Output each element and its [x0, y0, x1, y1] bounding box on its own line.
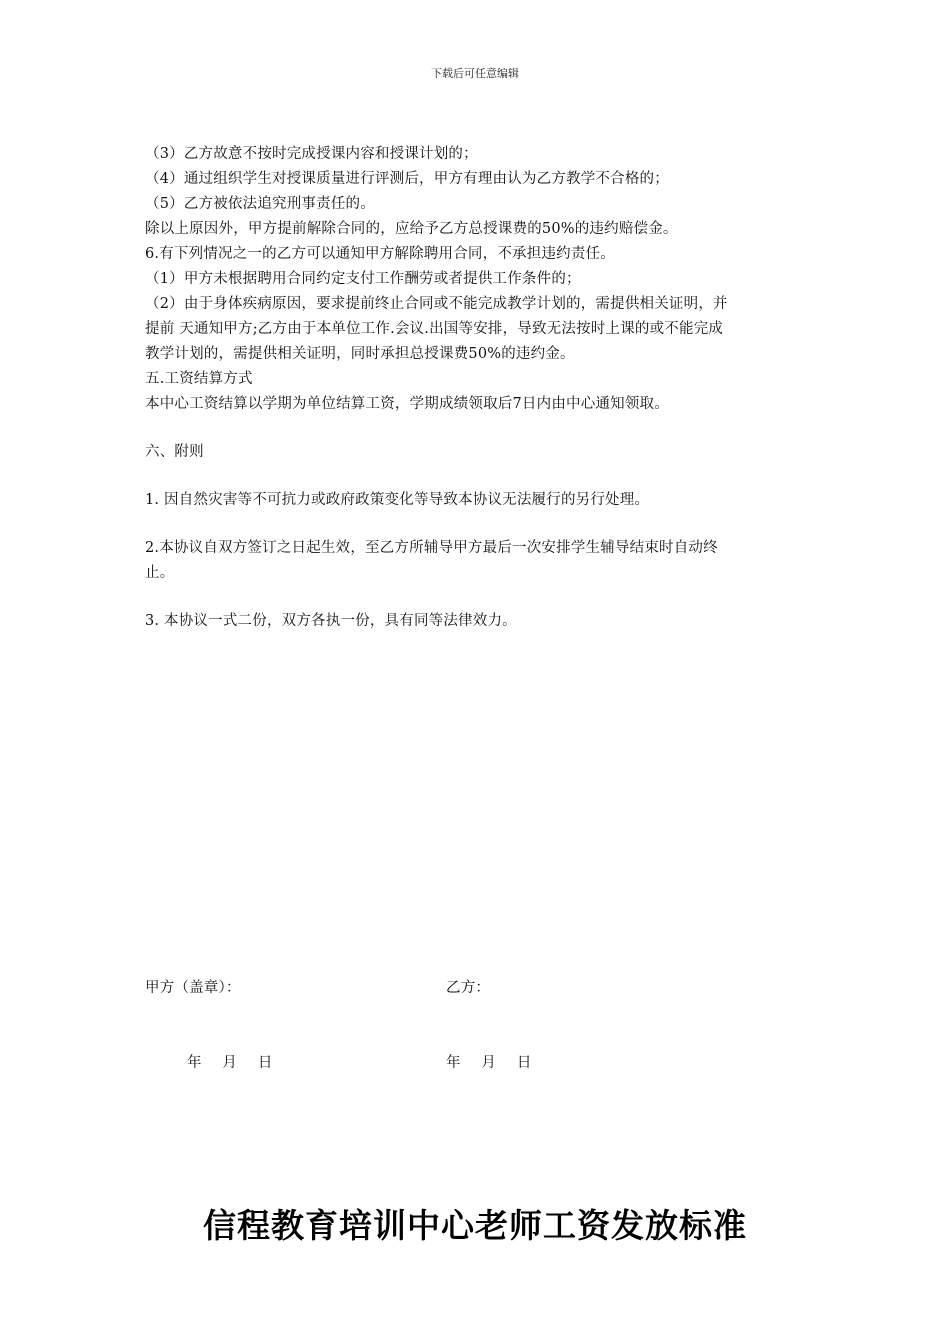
- party-b-signature-label: 乙方：: [446, 980, 491, 996]
- clause-line: （2）由于身体疾病原因，要求提前终止合同或不能完成教学计划的，需提供相关证明，并: [145, 296, 728, 312]
- clause-line: （4）通过组织学生对授课质量进行评测后，甲方有理由认为乙方教学不合格的；: [145, 171, 669, 187]
- clause-line: （5）乙方被依法追究刑事责任的。: [145, 196, 375, 212]
- section-heading: 六、附则: [145, 444, 204, 460]
- clause-line: 2.本协议自双方签订之日起生效，至乙方所辅导甲方最后一次安排学生辅导结束时自动终: [145, 540, 718, 556]
- clause-line: 本中心工资结算以学期为单位结算工资，学期成绩领取后7日内由中心通知领取。: [145, 396, 669, 412]
- blank-line: [145, 417, 810, 440]
- section-heading: 五.工资结算方式: [145, 371, 253, 387]
- party-a-signature-label: 甲方（盖章）：: [145, 980, 241, 996]
- blank-line: [145, 586, 810, 609]
- page-header-note: 下载后可任意编辑: [431, 67, 519, 80]
- clause-line: 止。: [145, 565, 175, 581]
- clause-line: 教学计划的，需提供相关证明，同时承担总授课费50%的违约金。: [145, 346, 575, 362]
- clause-line: （3）乙方故意不按时完成授课内容和授课计划的；: [145, 146, 478, 162]
- clause-line: 提前 天通知甲方;乙方由于本单位工作.会议.出国等安排，导致无法按时上课的或不能完成: [145, 321, 724, 337]
- clause-line: 3. 本协议一式二份，双方各执一份，具有同等法律效力。: [145, 613, 517, 629]
- next-document-title: 信程教育培训中心老师工资发放标准: [203, 1206, 747, 1245]
- clause-line: 除以上原因外，甲方提前解除合同的，应给予乙方总授课费的50%的违约赔偿金。: [145, 221, 678, 237]
- clause-line: （1）甲方未根据聘用合同约定支付工作酬劳或者提供工作条件的；: [145, 271, 581, 287]
- blank-line: [145, 465, 810, 488]
- party-a-date: 年 月 日: [187, 1055, 273, 1071]
- clause-line: 1. 因自然灾害等不可抗力或政府政策变化等导致本协议无法履行的另行处理。: [145, 492, 650, 508]
- party-b-date: 年 月 日: [446, 1055, 532, 1071]
- clause-line: 6.有下列情况之一的乙方可以通知甲方解除聘用合同，不承担违约责任。: [145, 246, 615, 262]
- agreement-body: [145, 142, 810, 634]
- blank-line: [145, 513, 810, 536]
